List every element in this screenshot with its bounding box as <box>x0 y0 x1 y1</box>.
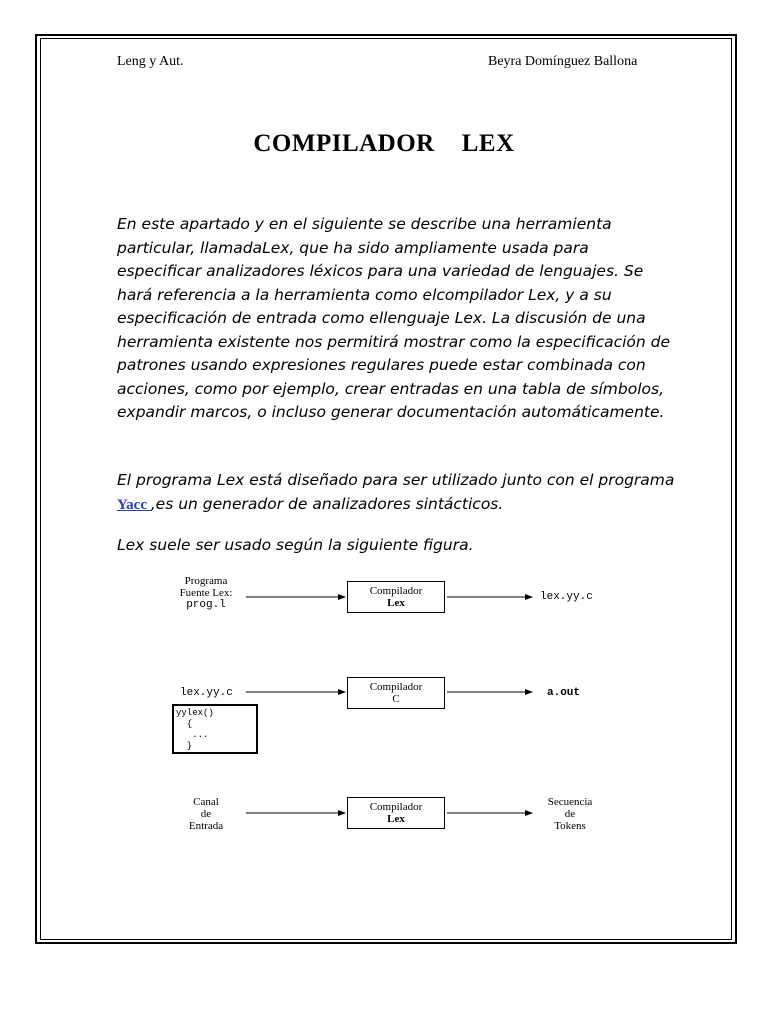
intro-paragraph: En este apartado y en el siguiente se describe una herramienta particular, llamadaLex, que ha sido ampliamente usada para especificar analizadores léxicos para una variedad de lenguajes. Se hará referencia a la herramienta como elcompilador Lex, y a su especificación de entrada como ellenguaje Lex. La discusión de una herramienta existente nos permitirá mostrar como la especificación de patrones usando expresiones regulares puede estar combinada con acciones, como por ejemplo, crear entradas en una tabla de símbolos, expandir marcos, o incluso generar documentación automáticamente. <box>117 215 671 421</box>
row1-input-line3: prog.l <box>186 599 226 611</box>
row2-output-label: a.out <box>547 687 581 699</box>
row3-output-line2: de <box>564 808 576 820</box>
row1-input-label <box>168 575 244 611</box>
row3-output-line1: Secuencia <box>547 796 593 808</box>
row3-input-line1: Canal <box>193 796 219 808</box>
header-right: Beyra Domínguez Ballona <box>488 54 638 69</box>
row1-box-line1: Compilador <box>369 585 423 597</box>
row3-box-line1: Compilador <box>369 801 423 813</box>
row3-output-line3: Tokens <box>554 820 586 832</box>
row1-output-label: lex.yy.c <box>540 591 593 603</box>
row1-input-line2: Fuente Lex: <box>179 587 233 599</box>
header-left: Leng y Aut. <box>117 54 184 69</box>
yacc-link[interactable]: Yacc <box>117 496 151 513</box>
row3-input-line3: Entrada <box>188 820 224 832</box>
row2-code-box <box>172 704 258 754</box>
figure-intro-paragraph: Lex suele ser usado según la siguiente figura. <box>117 536 474 554</box>
page-title: COMPILADOR LEX <box>253 130 515 157</box>
code-line1: yylex() <box>176 708 214 718</box>
row3-output-label <box>535 796 605 832</box>
code-line2: { <box>176 719 193 729</box>
yacc-paragraph-end: ,es un generador de analizadores sintácticos. <box>150 494 504 513</box>
row1-box-line2: Lex <box>387 597 405 609</box>
row2-box-line2: C <box>392 693 400 705</box>
code-line3: ... <box>176 730 209 740</box>
yacc-paragraph-start: El programa Lex está diseñado para ser utilizado junto con el programa <box>117 471 675 489</box>
row1-lex-compiler-box <box>347 581 445 613</box>
row1-input-line1: Programa <box>184 575 228 587</box>
row2-input-label: lex.yy.c <box>180 687 233 699</box>
row3-input-line2: de <box>200 808 212 820</box>
row3-lex-compiler-box <box>347 797 445 829</box>
row3-input-label <box>176 796 236 832</box>
row2-c-compiler-box <box>347 677 445 709</box>
code-line4: } <box>176 741 193 751</box>
row3-box-line2: Lex <box>387 813 405 825</box>
row2-box-line1: Compilador <box>369 681 423 693</box>
